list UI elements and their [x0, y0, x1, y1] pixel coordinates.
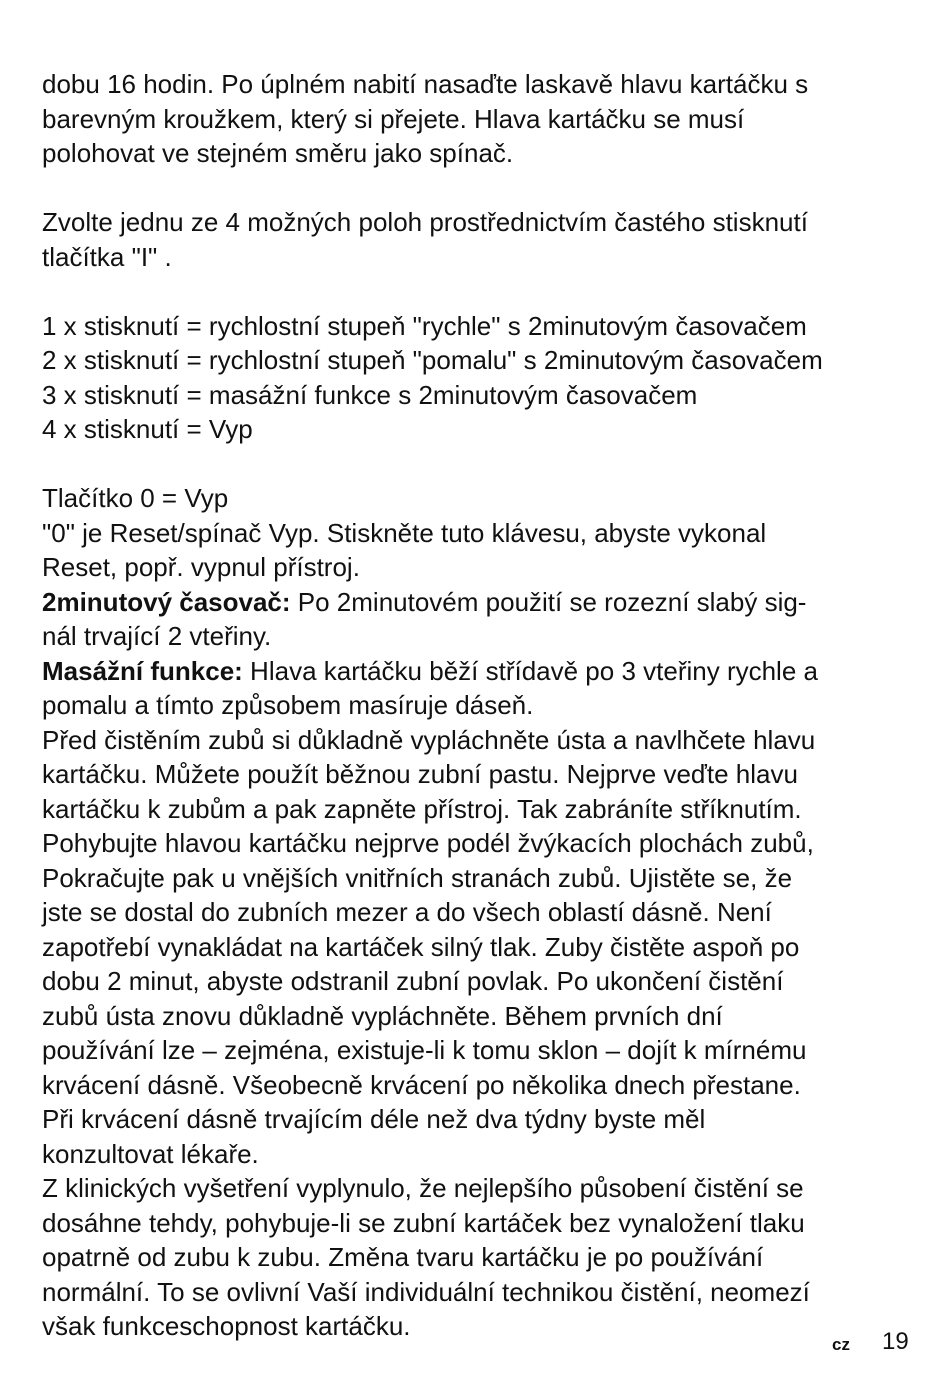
- timer-text: Po 2minutovém použití se rozezní slabý sig-: [290, 586, 807, 617]
- text-line: Před čistěním zubů si důkladně vypláchněte ústa a navlhčete hlavu: [42, 724, 816, 755]
- mode-item: 3 x stisknutí = masážní funkce s 2minutovým časovačem: [42, 379, 698, 410]
- page-body: [42, 67, 922, 1344]
- paragraph-timer: [42, 585, 922, 654]
- paragraph-gap: [42, 171, 922, 206]
- text-line: barevným kroužkem, který si přejete. Hlava kartáčku se musí: [42, 103, 745, 134]
- text-line: pomalu a tímto způsobem masíruje dáseň.: [42, 690, 534, 720]
- text-line: Pohybujte hlavou kartáčku nejprve podél žvýkacích plochách zubů,: [42, 828, 814, 858]
- text-line: polohovat ve stejném směru jako spínač.: [42, 138, 514, 168]
- text-line: Zvolte jednu ze 4 možných poloh prostřednictvím častého stisknutí: [42, 207, 808, 237]
- text-line: Při krvácení dásně trvajícím déle než dva týdny byste měl: [42, 1104, 706, 1134]
- massage-text: Hlava kartáčku běží střídavě po 3 vteřiny rychle a: [242, 655, 818, 686]
- text-line: však funkceschopnost kartáčku.: [42, 1311, 411, 1341]
- paragraph-select-mode: [42, 205, 922, 274]
- paragraph-brushing-instructions: [42, 723, 922, 1172]
- text-line: [42, 654, 922, 689]
- mode-item: 1 x stisknutí = rychlostní stupeň "rychle" s 2minutovým časovačem: [42, 310, 807, 341]
- text-line: zapotřebí vynakládat na kartáček silný tlak. Zuby čistěte aspoň po: [42, 931, 800, 962]
- text-line: Tlačítko 0 = Vyp: [42, 483, 229, 513]
- massage-label: Masážní funkce:: [42, 655, 243, 686]
- text-line: nál trvající 2 vteřiny.: [42, 621, 272, 651]
- text-line: opatrně od zubu k zubu. Změna tvaru kartáčku je po používání: [42, 1242, 764, 1272]
- mode-item: 2 x stisknutí = rychlostní stupeň "pomalu" s 2minutovým časovačem: [42, 345, 823, 375]
- mode-list: [42, 309, 922, 447]
- text-line: Pokračujte pak u vnějších vnitřních stranách zubů. Ujistěte se, že: [42, 862, 793, 893]
- text-line: používání lze – zejména, existuje-li k tomu sklon – dojít k mírnému: [42, 1035, 807, 1065]
- text-line: zubů ústa znovu důkladně vypláchněte. Během prvních dní: [42, 1000, 723, 1031]
- paragraph-gap: [42, 447, 922, 482]
- text-line: "0" je Reset/spínač Vyp. Stiskněte tuto klávesu, abyste vykonal: [42, 517, 767, 548]
- text-line: krvácení dásně. Všeobecně krvácení po několika dnech přestane.: [42, 1069, 801, 1100]
- paragraph-clinical-note: [42, 1171, 922, 1344]
- text-line: Z klinických vyšetření vyplynulo, že nejlepšího působení čistění se: [42, 1173, 804, 1203]
- paragraph-massage: [42, 654, 922, 723]
- text-line: tlačítka "I" .: [42, 241, 172, 272]
- text-line: normální. To se ovlivní Vaší individuální technikou čistění, neomezí: [42, 1276, 810, 1307]
- page-number: 19: [882, 1328, 909, 1355]
- text-line: konzultovat lékaře.: [42, 1138, 259, 1169]
- text-line: Reset, popř. vypnul přístroj.: [42, 552, 360, 582]
- paragraph-gap: [42, 274, 922, 309]
- mode-item: 4 x stisknutí = Vyp: [42, 414, 253, 444]
- timer-label: 2minutový časovač:: [42, 586, 291, 617]
- text-line: dosáhne tehdy, pohybuje-li se zubní kartáček bez vynaložení tlaku: [42, 1207, 805, 1238]
- text-line: kartáčku. Můžete použít běžnou zubní pastu. Nejprve veďte hlavu: [42, 759, 798, 789]
- text-line: dobu 2 minut, abyste odstranil zubní povlak. Po ukončení čistění: [42, 966, 784, 996]
- paragraph-reset-button: [42, 481, 922, 585]
- paragraph-charging: [42, 67, 922, 171]
- text-line: jste se dostal do zubních mezer a do všech oblastí dásně. Není: [42, 897, 772, 927]
- language-code: cz: [832, 1335, 850, 1354]
- text-line: [42, 585, 922, 620]
- text-line: dobu 16 hodin. Po úplném nabití nasaďte laskavě hlavu kartáčku s: [42, 69, 809, 99]
- text-line: kartáčku k zubům a pak zapněte přístroj. Tak zabráníte stříknutím.: [42, 793, 802, 824]
